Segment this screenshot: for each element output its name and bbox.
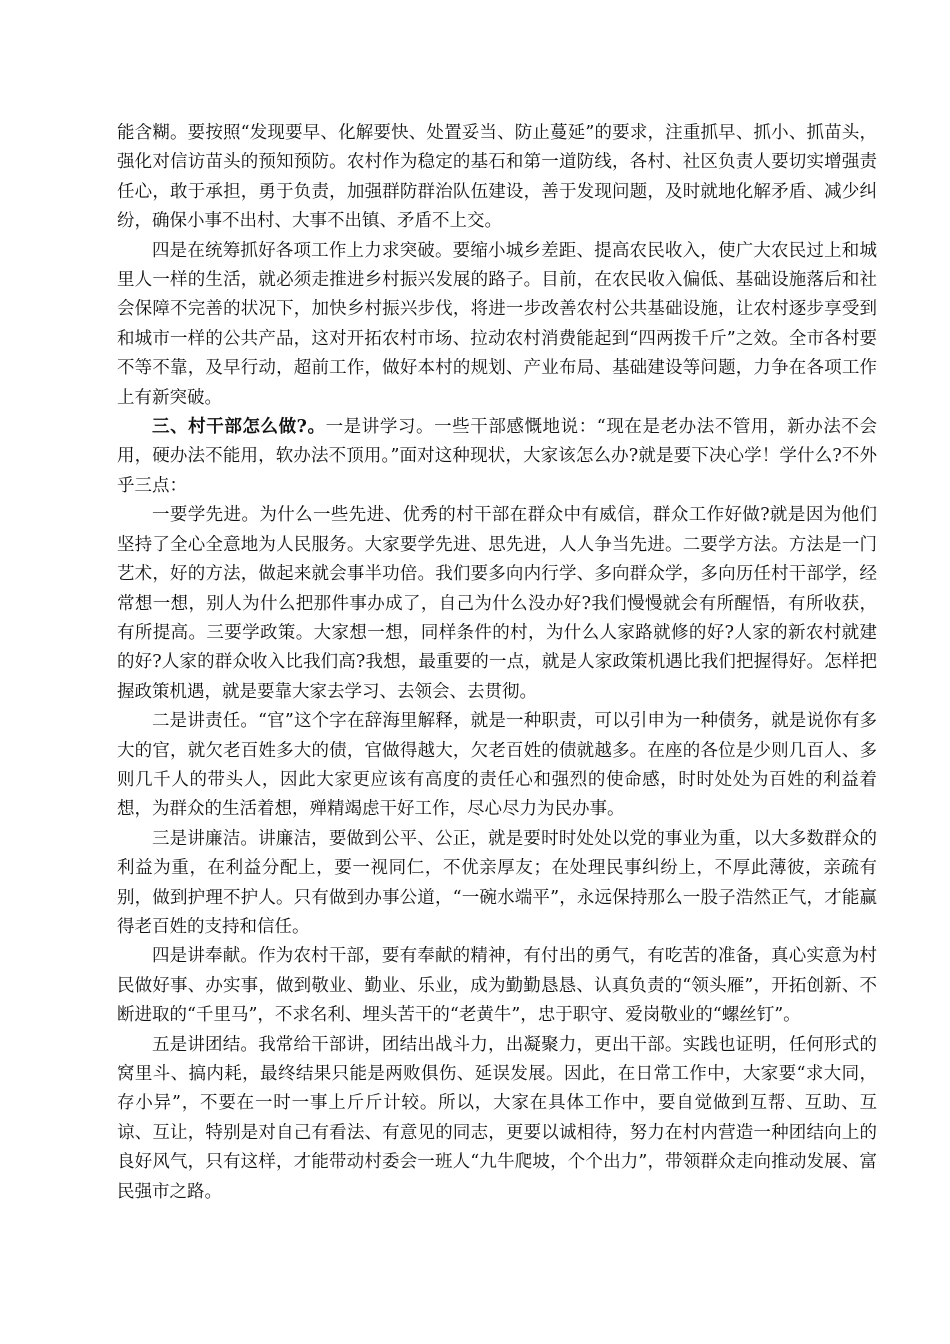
paragraph-7-text: 四是讲奉献。作为农村干部，要有奉献的精神，有付出的勇气，有吃苦的准备，真心实意为村民做好事、办实事，做到敬业、勤业、乐业，成为勤勤恳恳、认真负责的“领头雁”，开拓创新、不断进取的“千里马”，不求名利、埋头苦干的“老黄牛”，忠于职守、爱岗敬业的“螺丝钉”。 — [117, 946, 877, 1026]
paragraph-5 — [117, 707, 877, 825]
paragraph-1-text: 能含糊。要按照“发现要早、化解要快、处置妥当、防止蔓延”的要求，注重抓早、抓小、抓苗头，强化对信访苗头的预知预防。农村作为稳定的基石和第一道防线，各村、社区负责人要切实增强责任心，敢于承担，勇于负责，加强群防群治队伍建设，善于发现问题，及时就地化解矛盾、减少纠纷，确保小事不出村、大事不出镇、矛盾不上交。 — [117, 123, 877, 232]
paragraph-3-text: 一是讲学习。一些干部感慨地说：“现在是老办法不管用，新办法不会用，硬办法不能用，软办法不顶用。”面对这种现状，大家该怎么办?就是要下决心学！学什么?不外乎三点： — [117, 417, 877, 496]
paragraph-8 — [117, 1031, 877, 1207]
paragraph-3 — [117, 413, 877, 501]
paragraph-6-text: 三是讲廉洁。讲廉洁，要做到公平、公正，就是要时时处处以党的事业为重，以大多数群众的利益为重，在利益分配上，要一视同仁，不优亲厚友；在处理民事纠纷上，不厚此薄彼，亲疏有别，做到护理不护人。只有做到办事公道，“一碗水端平”，永远保持那么一股子浩然正气，才能赢得老百姓的支持和信任。 — [117, 828, 877, 937]
paragraph-1 — [117, 119, 877, 237]
paragraph-4-text: 一要学先进。为什么一些先进、优秀的村干部在群众中有威信，群众工作好做?就是因为他们坚持了全心全意地为人民服务。大家要学先进、思先进，人人争当先进。二要学方法。方法是一门艺术，好的方法，做起来就会事半功倍。我们要多向内行学、多向群众学，多向历任村干部学，经常想一想，别人为什么把那件事办成了，自己为什么没办好?我们慢慢就会有所醒悟，有所收获，有所提高。三要学政策。大家想一想，同样条件的村，为什么人家路就修的好?人家的新农村就建的好?人家的群众收入比我们高?我想，最重要的一点，就是人家政策机遇比我们把握得好。怎样把握政策机遇，就是要靠大家去学习、去领会、去贯彻。 — [117, 505, 877, 702]
document-page — [117, 119, 877, 1207]
paragraph-4 — [117, 501, 877, 707]
paragraph-5-text: 二是讲责任。“官”这个字在辞海里解释，就是一种职责，可以引申为一种债务，就是说你有多大的官，就欠老百姓多大的债，官做得越大，欠老百姓的债就越多。在座的各位是少则几百人、多则几千人的带头人，因此大家更应该有高度的责任心和强烈的使命感，时时处处为百姓的利益着想，为群众的生活着想，殚精竭虑干好工作，尽心尽力为民办事。 — [117, 711, 877, 820]
paragraph-2 — [117, 237, 877, 413]
paragraph-7 — [117, 942, 877, 1030]
section-heading: 三、村干部怎么做?。 — [152, 417, 326, 438]
paragraph-8-text: 五是讲团结。我常给干部讲，团结出战斗力，出凝聚力，更出干部。实践也证明，任何形式的窝里斗、搞内耗，最终结果只能是两败俱伤、延误发展。因此，在日常工作中，大家要“求大同，存小异”，不要在一时一事上斤斤计较。所以，大家在具体工作中，要自觉做到互帮、互助、互谅、互让，特别是对自己有看法、有意见的同志，更要以诚相待，努力在村内营造一种团结向上的良好风气，只有这样，才能带动村委会一班人“九牛爬坡，个个出力”，带领群众走向推动发展、富民强市之路。 — [117, 1034, 877, 1202]
paragraph-2-text: 四是在统筹抓好各项工作上力求突破。要缩小城乡差距、提高农民收入，使广大农民过上和城里人一样的生活，就必须走推进乡村振兴发展的路子。目前，在农民收入偏低、基础设施落后和社会保障不完善的状况下，加快乡村振兴步伐，将进一步改善农村公共基础设施，让农村逐步享受到和城市一样的公共产品，这对开拓农村市场、拉动农村消费能起到“四两拨千斤”之效。全市各村要不等不靠，及早行动，超前工作，做好本村的规划、产业布局、基础建设等问题，力争在各项工作上有新突破。 — [117, 240, 877, 408]
paragraph-6 — [117, 825, 877, 943]
